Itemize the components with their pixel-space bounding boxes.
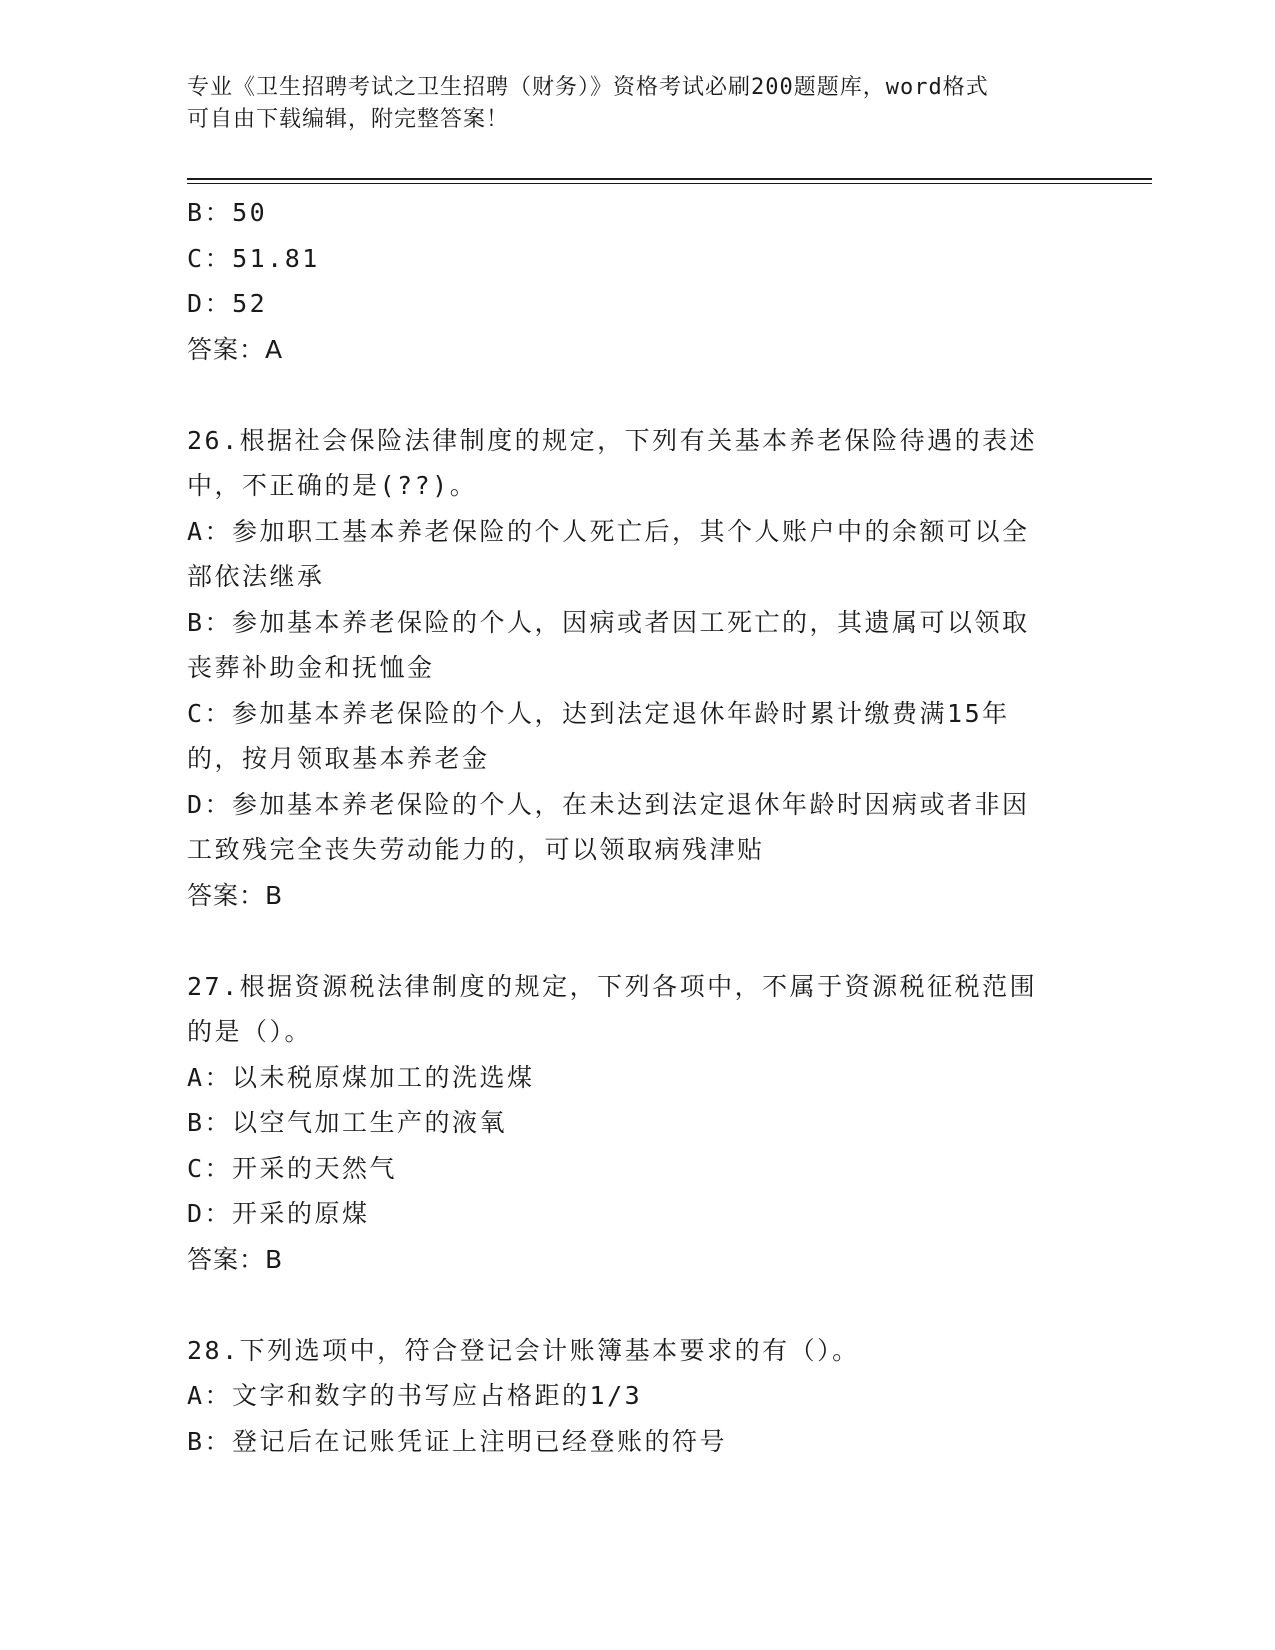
answer-line bbox=[187, 1237, 1087, 1283]
option-a-line: 部依法继承 bbox=[187, 562, 325, 591]
option-b: B：登记后在记账凭证上注明已经登账的符号 bbox=[187, 1426, 728, 1456]
answer-value: B bbox=[265, 1244, 284, 1274]
header-divider-thick bbox=[187, 178, 1152, 180]
answer-line bbox=[187, 327, 1087, 373]
question-stem-line: 的是（）。 bbox=[187, 1017, 313, 1046]
question-stem-line: 中，不正确的是(??)。 bbox=[187, 471, 478, 500]
option-a: A：文字和数字的书写应占格距的1/3 bbox=[187, 1381, 643, 1410]
answer-value: B bbox=[265, 880, 284, 910]
option-a: A：以未税原煤加工的洗选煤 bbox=[187, 1062, 535, 1092]
spacer bbox=[187, 372, 1087, 418]
option-b: B：50 bbox=[187, 198, 268, 227]
option-c: C：51.81 bbox=[187, 243, 320, 273]
option-c-line: C：参加基本养老保险的个人，达到法定退休年龄时累计缴费满15年 bbox=[187, 698, 1010, 728]
page-header bbox=[187, 72, 1087, 136]
option-letter: C bbox=[187, 243, 205, 273]
option-text: 50 bbox=[232, 198, 268, 227]
option-d: D：52 bbox=[187, 289, 268, 318]
option-c-line: 的，按月领取基本养老金 bbox=[187, 744, 490, 773]
question-27 bbox=[187, 964, 1087, 1283]
option-a-line: A：参加职工基本养老保险的个人死亡后，其个人账户中的余额可以全 bbox=[187, 516, 1030, 546]
option-text: 52 bbox=[232, 289, 268, 318]
question-stem-line: 27.根据资源税法律制度的规定，下列各项中，不属于资源税征税范围 bbox=[187, 971, 1038, 1001]
answer-label: 答案： bbox=[187, 880, 266, 910]
answer-label: 答案： bbox=[187, 1244, 266, 1274]
option-b-line: B：参加基本养老保险的个人，因病或者因工死亡的，其遗属可以领取 bbox=[187, 607, 1030, 637]
question-25-continued bbox=[187, 190, 1087, 372]
question-28 bbox=[187, 1328, 1087, 1465]
option-letter: D bbox=[187, 289, 205, 318]
option-letter: B bbox=[187, 198, 205, 227]
question-stem-line: 28.下列选项中，符合登记会计账簿基本要求的有（）。 bbox=[187, 1335, 860, 1365]
option-d-line: D：参加基本养老保险的个人，在未达到法定退休年龄时因病或者非因 bbox=[187, 789, 1030, 819]
question-26 bbox=[187, 418, 1087, 919]
header-line-2: 可自由下载编辑，附完整答案！ bbox=[187, 107, 510, 132]
option-c: C：开采的天然气 bbox=[187, 1153, 398, 1183]
spacer bbox=[187, 918, 1087, 964]
question-list bbox=[187, 190, 1087, 1464]
option-b: B：以空气加工生产的液氧 bbox=[187, 1108, 508, 1137]
answer-label: 答案： bbox=[187, 334, 266, 364]
option-text: 51.81 bbox=[232, 243, 320, 273]
option-d: D：开采的原煤 bbox=[187, 1199, 370, 1228]
header-divider-thin bbox=[187, 183, 1152, 184]
answer-value: A bbox=[265, 334, 284, 364]
header-line-1: 专业《卫生招聘考试之卫生招聘（财务）》资格考试必刷200题题库，word格式 bbox=[187, 75, 989, 100]
question-stem-line: 26.根据社会保险法律制度的规定，下列有关基本养老保险待遇的表述 bbox=[187, 425, 1038, 455]
answer-line bbox=[187, 873, 1087, 919]
option-b-line: 丧葬补助金和抚恤金 bbox=[187, 653, 435, 682]
spacer bbox=[187, 1282, 1087, 1328]
option-d-line: 工致残完全丧失劳动能力的，可以领取病残津贴 bbox=[187, 835, 765, 864]
